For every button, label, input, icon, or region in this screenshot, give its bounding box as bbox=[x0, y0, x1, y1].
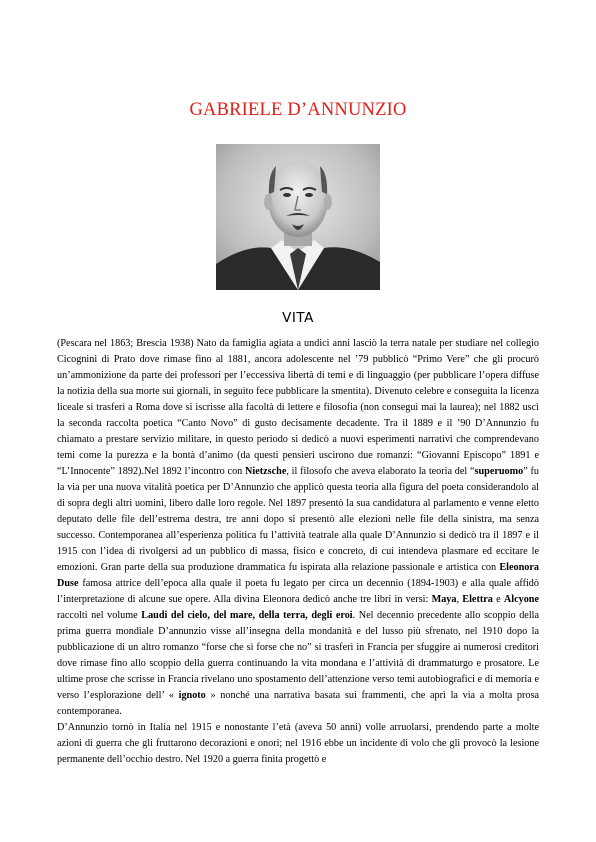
text-run: , bbox=[456, 594, 463, 605]
bold-term: Nietzsche bbox=[245, 466, 287, 477]
bold-term: Alcyone bbox=[503, 594, 539, 605]
section-heading: VITA bbox=[282, 310, 314, 326]
text-run: , il filosofo che aveva elaborato la teoria del “ bbox=[286, 466, 475, 477]
bold-term: superuomo bbox=[474, 466, 524, 477]
portrait-photo bbox=[216, 144, 380, 290]
bold-term: Elettra bbox=[462, 594, 493, 605]
paragraph bbox=[57, 336, 539, 720]
bold-term: Maya bbox=[431, 594, 457, 605]
text-run: raccolti nel volume bbox=[57, 610, 142, 621]
text-run: . Nel decennio precedente allo scoppio della prima guerra mondiale D’annunzio visse all’insegna della mondanità e del lusso più sfrenato, nel 1910 dopo la pubblicazione di un altro romanzo “forse che sì forse che no” si trasferì in Francia per sfuggire ai numerosi creditori dove rimase fino allo scoppio della guerra continuando la vita mondana e l’attività di drammaturgo e prosatore. Le ultime prose che scrisse in Francia rivelano uno spostamento dell’attenzione verso temi autobiografici e di memoria e verso l’esplorazione dell’ « bbox=[57, 610, 540, 701]
bold-term: Eleonora Duse bbox=[57, 562, 539, 589]
text-run: D’Annunzio tornò in Italia nel 1915 e nonostante l’età (aveva 50 anni) volle arruolarsi, prendendo parte a molte azioni di guerra che gli fruttarono decorazioni e onori; nel 1916 ebbe un incidente di volo che gli provocò la lesione permanente dell’occhio destro. Nel 1920 a guerra finita progettò e bbox=[57, 722, 539, 765]
paragraph bbox=[57, 720, 539, 768]
page-title: GABRIELE D’ANNUNZIO bbox=[189, 100, 407, 120]
text-run: famosa attrice dell’epoca alla quale il poeta fu legato per circa un decennio (1894-1903) e alla quale affidò l’interpretazione di alcune sue opere. Alla divina Eleonora dedicò anche tre libri in versi: bbox=[57, 578, 539, 605]
biography-text bbox=[57, 336, 539, 768]
text-run: ” fu la via per una nuova vitalità poetica per D’Annunzio che applicò questa teoria alla figura del poeta considerandolo al di sopra degli altri uomini, libero dalle loro regole. Nel 1897 presentò la sua candidatura al parlamento e venne eletto deputato delle file dell’estrema destra, tre anni dopo si presentò alle elezioni nelle file della sinistra, ma senza successo. Contemporanea all’esperienza politica fu l’attività teatrale alla quale D’Annunzio si dedicò tra il 1897 e il 1915 con l’idea di rivolgersi ad un pubblico di massa, fisico e concreto, di cui intendeva plasmare ed eccitare le emozioni. Gran parte della sua produzione drammatica fu ispirata alla relazione passionale e artistica con bbox=[57, 466, 540, 573]
portrait-image bbox=[216, 144, 380, 290]
bold-term: Laudi del cielo, del mare, della terra, degli eroi bbox=[141, 610, 353, 621]
text-run: » nonché una narrativa basata sui frammenti, che aprì la via a molta prosa contemporanea. bbox=[57, 690, 539, 717]
text-run: e bbox=[492, 594, 504, 605]
bold-term: ignoto bbox=[178, 690, 206, 701]
text-run: (Pescara nel 1863; Brescia 1938) Nato da famiglia agiata a undici anni lasciò la terra natale per studiare nel collegio Cicognini di Prato dove rimase fino al 1881, ancora adolescente nel ’79 pubblicò “Primo Vere” che gli procurò un’ammonizione da parte dei professori per l’eccessiva libertà di temi e di linguaggio (per pubblicare l’opera diffuse la notizia della sua morte sui giornali, in seguito fece pubblicare la smentita). Divenuto celebre e conseguita la licenza liceale si trasferì a Roma dove si iscrisse alla facoltà di lettere e filosofia (non conseguì mai la laurea); nel 1882 uscì la seconda raccolta poetica “Canto Novo” di gusto decisamente decadente. Tra il 1889 e il ’90 D’Annunzio fu chiamato a prestare servizio militare, in questo periodo si dedicò a nuovi esperimenti narrativi che comprendevano temi come la purezza e la bontà d’animo (da questi pensieri uscirono due romanzi: “Giovanni Episcopo” 1891 e “L’Innocente” 1892).Nel 1892 l’incontro con bbox=[57, 338, 539, 477]
